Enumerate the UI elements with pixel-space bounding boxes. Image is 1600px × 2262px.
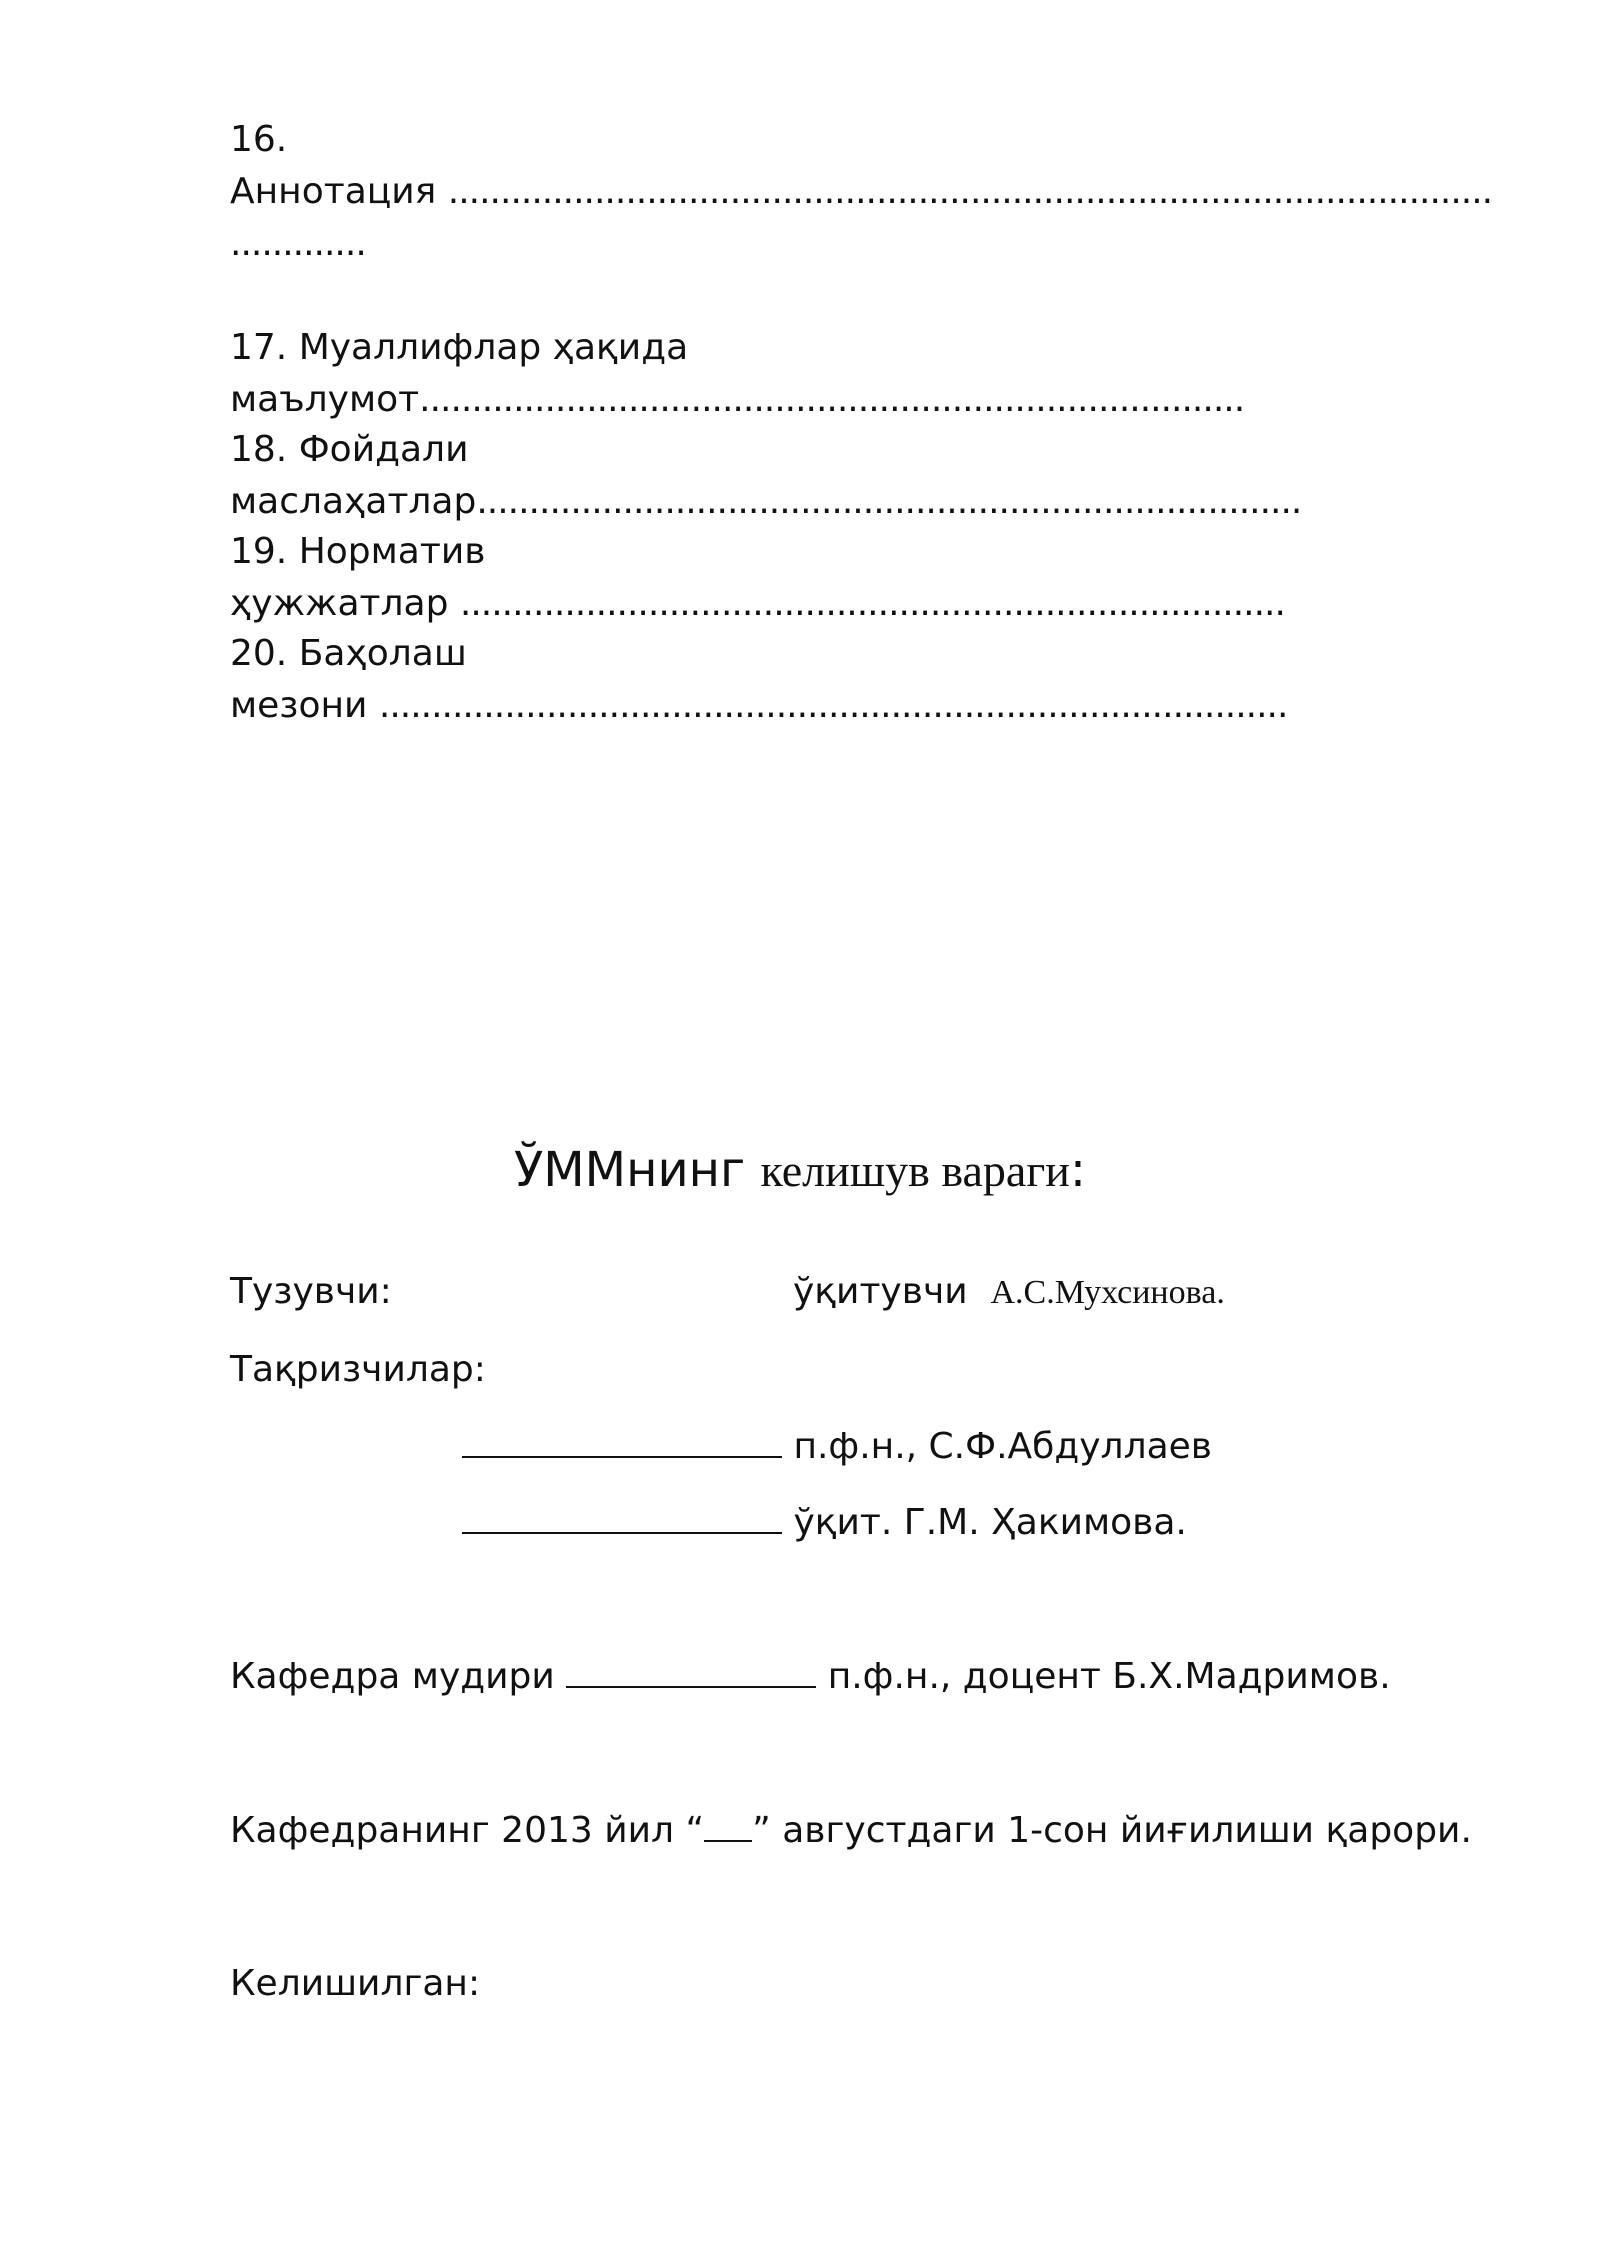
item-16-dots: .................................................................................................... <box>447 171 1493 212</box>
reviewers-label-line <box>230 1344 486 1396</box>
title-colon: : <box>1069 1142 1086 1198</box>
decision-text-part1: Кафедранинг 2013 йил “ <box>230 1810 705 1851</box>
department-head-signature-blank <box>566 1650 816 1688</box>
item-18-line1 <box>230 424 468 476</box>
item-19-dots: ............................................................................... <box>459 583 1285 624</box>
agreement-sheet-title <box>0 1138 1600 1203</box>
item-17-title: 17. Муаллифлар ҳақида <box>230 327 689 368</box>
item-16-number <box>230 114 287 166</box>
title-part1: ЎММнинг <box>514 1142 746 1198</box>
item-19-title: 19. Норматив <box>230 531 486 572</box>
item-19-line2 <box>230 578 1285 630</box>
reviewers-label: Тақризчилар: <box>230 1349 486 1390</box>
agreed-line <box>230 1958 480 2010</box>
item-16-label: Аннотация <box>230 171 437 212</box>
reviewer-1-signature-blank <box>462 1420 782 1458</box>
item-16-continuation <box>230 218 366 270</box>
item-18-dots: ............................................................................... <box>476 481 1302 522</box>
item-16-dots-continued: ............. <box>230 223 366 264</box>
department-head-name: п.ф.н., доцент Б.Х.Мадримов. <box>827 1656 1391 1697</box>
compiler-value-line <box>793 1266 1225 1319</box>
decision-text-part2: ” августдаги 1-сон йиғилиши қарори. <box>752 1810 1472 1851</box>
compiler-label-line <box>230 1266 392 1318</box>
item-16-line <box>230 166 1492 218</box>
item-18-title: 18. Фойдали <box>230 429 469 470</box>
item-17-line1 <box>230 322 688 374</box>
item-17-dots: ............................................................................... <box>419 379 1245 420</box>
item-18-line2 <box>230 476 1301 528</box>
item-19-label: ҳужжатлар <box>230 583 449 624</box>
department-decision-line <box>230 1804 1472 1857</box>
item-19-line1 <box>230 526 485 578</box>
department-head-line <box>230 1650 1391 1703</box>
item-17-line2 <box>230 374 1244 426</box>
reviewer-2-signature-blank <box>462 1496 782 1534</box>
item-20-title: 20. Баҳолаш <box>230 633 467 674</box>
item-17-label: маълумот <box>230 379 420 420</box>
title-part2: келишув вараги <box>760 1145 1070 1196</box>
item-18-label: маслаҳатлар <box>230 481 477 522</box>
compiler-role: ўқитувчи <box>793 1271 968 1312</box>
item-20-dots: ....................................................................................... <box>378 685 1288 726</box>
reviewer-2-line <box>462 1496 1187 1549</box>
reviewer-1-line <box>462 1420 1212 1473</box>
agreed-label: Келишилган: <box>230 1963 481 2004</box>
item-20-line1 <box>230 628 467 680</box>
item-20-line2 <box>230 680 1287 732</box>
reviewer-2-name: ўқит. Г.М. Ҳакимова. <box>793 1502 1187 1543</box>
item-16-number-text: 16. <box>230 119 288 160</box>
compiler-label: Тузувчи: <box>230 1271 392 1312</box>
compiler-name: А.С.Мухсинова. <box>990 1274 1225 1311</box>
decision-day-blank <box>704 1804 752 1842</box>
department-head-label: Кафедра мудири <box>230 1656 555 1697</box>
item-20-label: мезони <box>230 685 368 726</box>
reviewer-1-name: п.ф.н., С.Ф.Абдуллаев <box>793 1426 1213 1467</box>
